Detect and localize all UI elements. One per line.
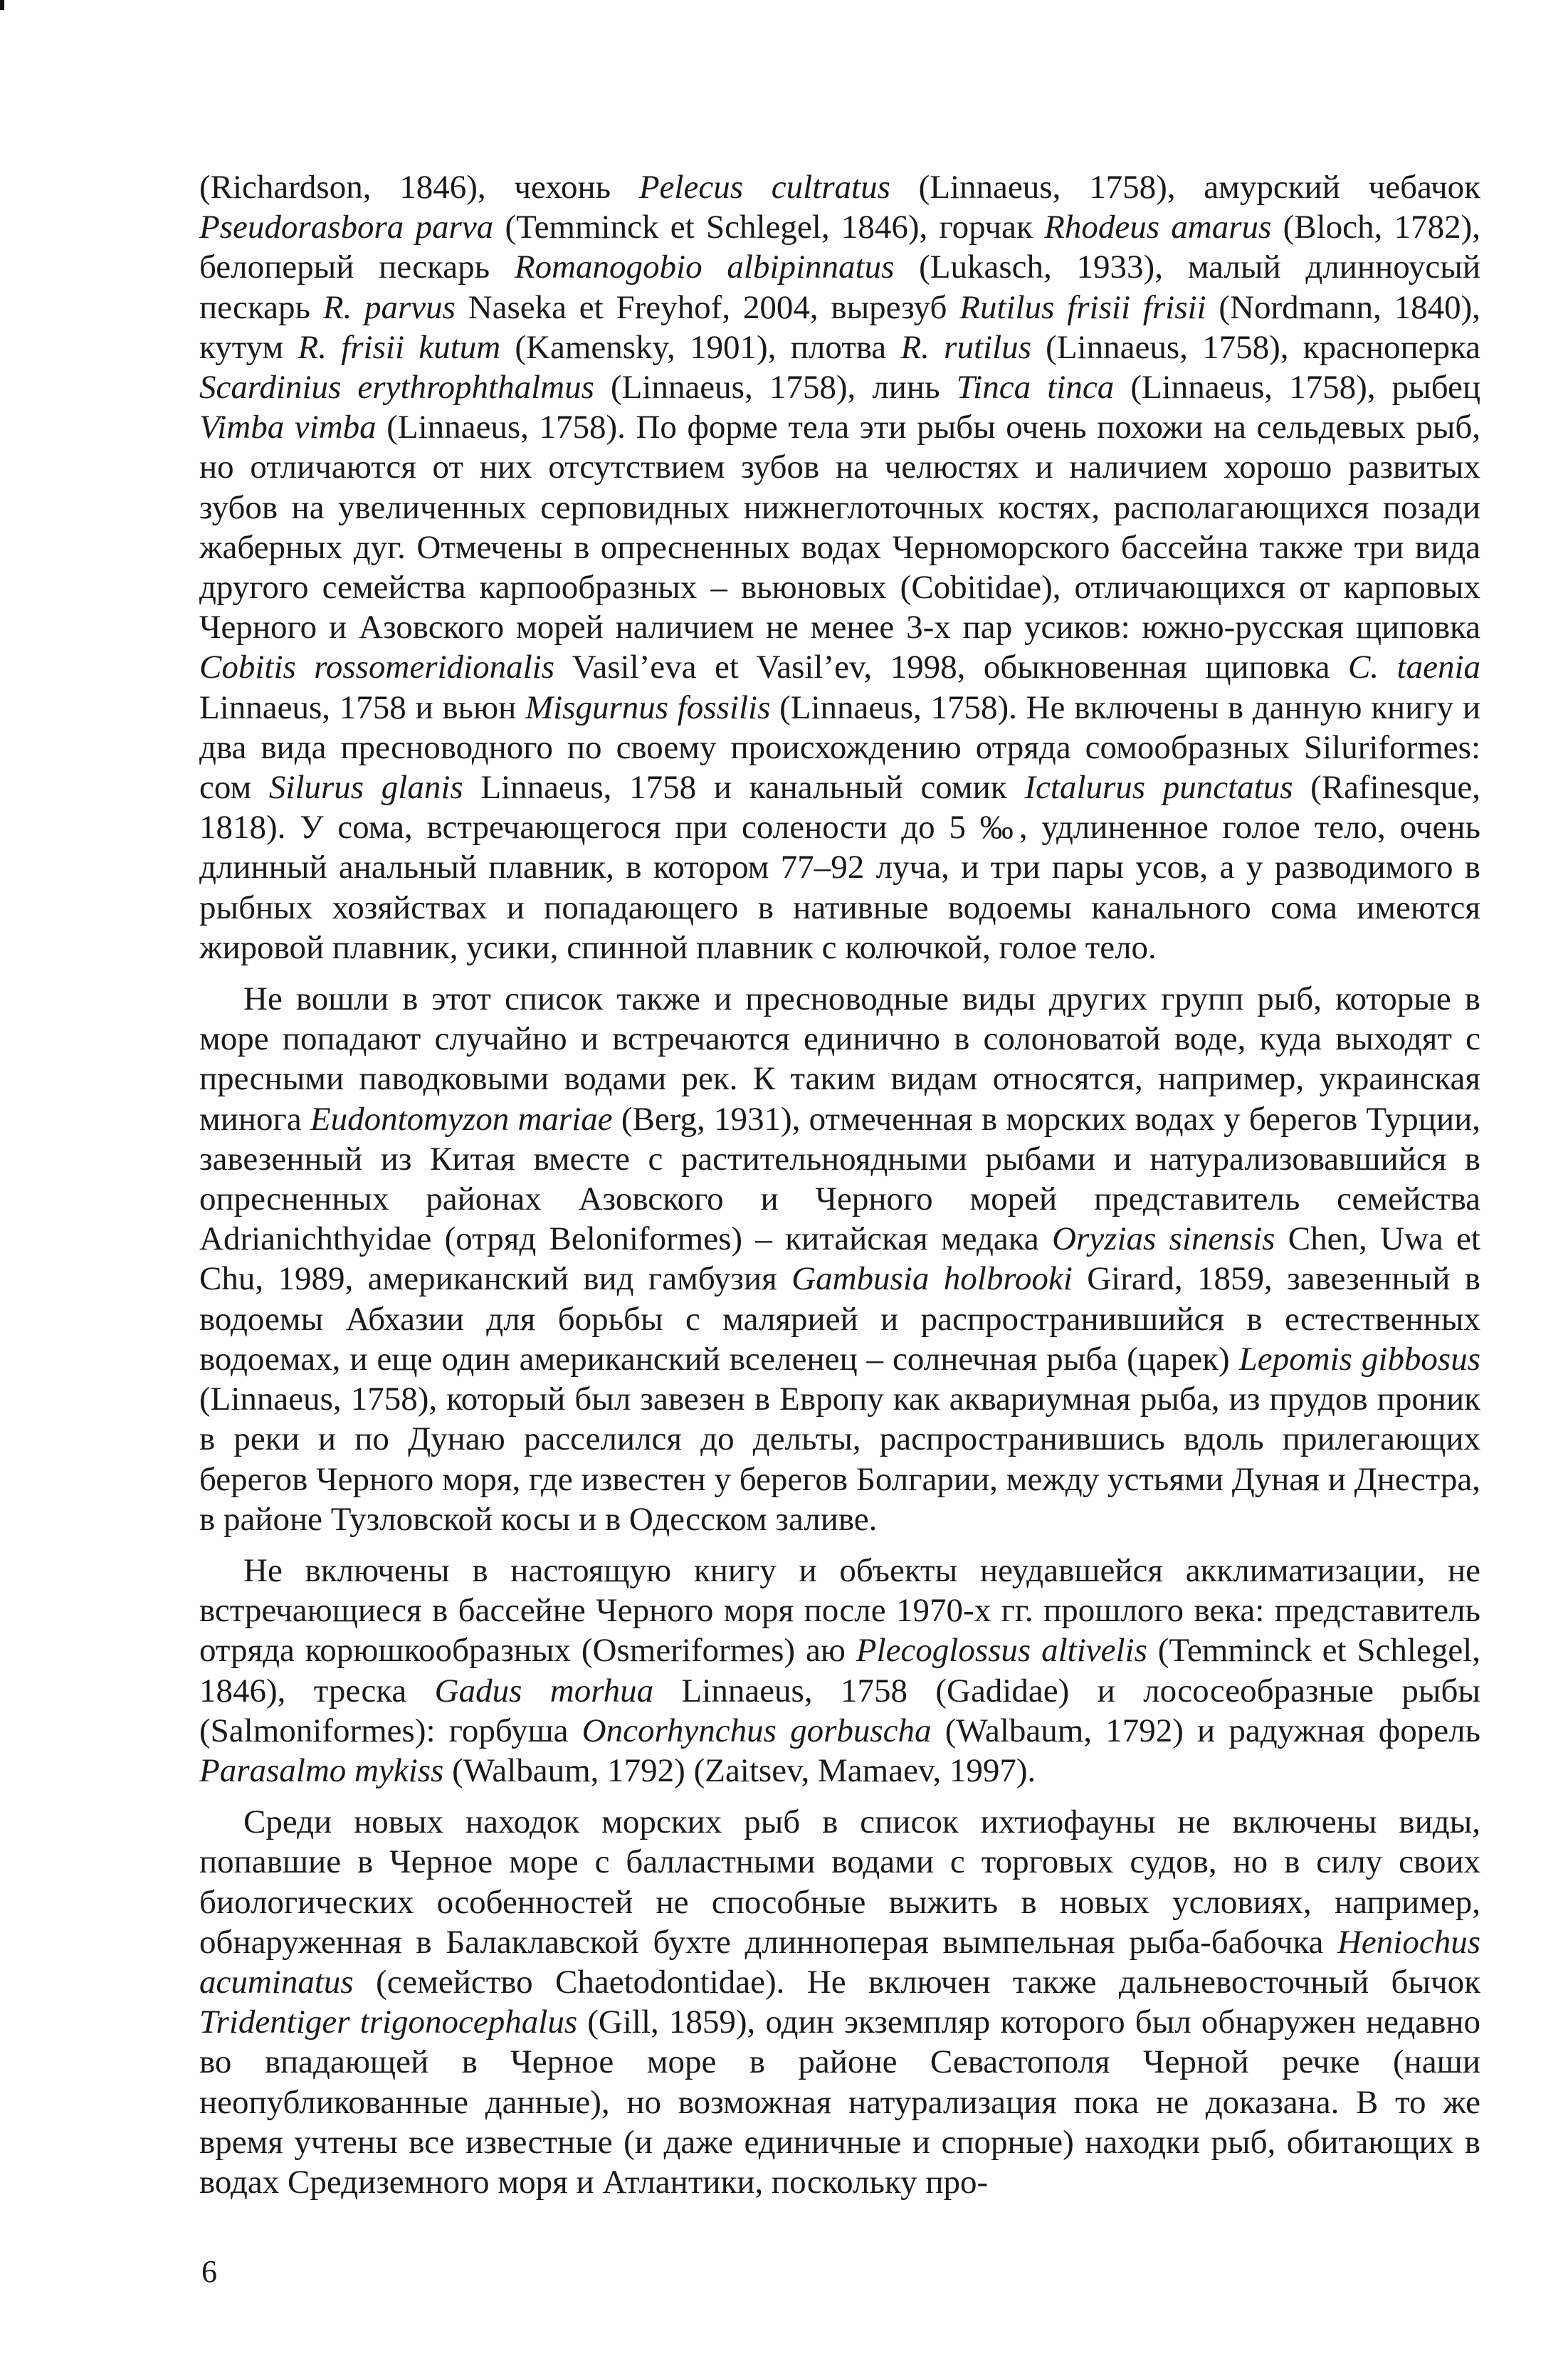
text-run: Не включены в настоящую книгу и объекты неудавшейся акклиматизации, не встречающиеся в бассейне Черного моря после 1970-х гг. прошлого века: представитель отряда корюшкообразных (Osmeriformes) аю [199, 1551, 1480, 1670]
species-name: Scardinius erythrophthalmus [199, 369, 594, 407]
page-body [199, 167, 1480, 2214]
text-run: Linnaeus, 1758 и вьюн [199, 688, 525, 726]
paragraph-1 [199, 167, 1480, 968]
species-name: Pseudorasbora parva [199, 209, 494, 246]
text-run: Linnaeus, 1758 (Gadidae) и лососеобразные рыбы (Salmoniformes): горбуша [199, 1672, 1480, 1749]
species-name: Parasalmo mykiss [199, 1751, 444, 1789]
text-run: (Temminck et Schlegel, 1846), горчак [493, 209, 1045, 246]
species-name: C. taenia [1347, 649, 1480, 686]
paragraph-4 [199, 1802, 1480, 2202]
species-name: Ictalurus punctatus [1024, 769, 1293, 807]
paragraph-2 [199, 979, 1480, 1539]
species-name: Tridentiger trigonocephalus [199, 2004, 578, 2041]
species-name: Lepomis gibbosus [1238, 1340, 1480, 1378]
species-name: Rhodeus amarus [1044, 209, 1272, 246]
text-run: (Rafinesque, 1818). У сома, встречающегося при солености до 5 ‰, удлиненное голое тело, очень длинный анальный плавник, в котором 77–92 луча, и три пары усов, а у разводимого в рыбных хозяйствах и попадающего в нативные водоемы канального сома имеются жировой плавник, усики, спинной плавник с колючкой, голое тело. [199, 769, 1480, 966]
species-name: Eudontomyzon mariae [310, 1100, 613, 1138]
species-name: R. rutilus [900, 328, 1031, 366]
species-name: Plecoglossus altivelis [856, 1632, 1147, 1670]
species-name: Romanogobio albipinnatus [514, 248, 895, 286]
text-run: (Gill, 1859), один экземпляр которого был обнаружен недавно во впадающей в Черное море в районе Севастополя Черной речке (наши неопубликованные данные), но возможная натурализация пока не доказана. В то же время учтены все известные (и даже единичные и спорные) находки рыб, обитающих в водах Средиземного моря и Атлантики, поскольку про- [199, 2004, 1480, 2201]
text-run: (Berg, 1931), отмеченная в морских водах у берегов Турции, завезенный из Китая вместе с растительноядными рыбами и натурализовавшийся в опресненных районах Азовского и Черного морей представитель семейства Adrianichthyidae (отряд Beloniformes) – китайская медака [199, 1100, 1480, 1258]
text-run: Chen, Uwa et Chu, 1989, американский вид гамбузия [199, 1220, 1480, 1298]
text-run: (Linnaeus, 1758). По форме тела эти рыбы очень похожи на сельдевых рыб, но отличаются от них отсутствием зубов на челюстях и наличием хорошо развитых зубов на увеличенных серповидных нижнеглоточных костях, располагающихся позади жаберных дуг. Отмечены в опресненных водах Черноморского бассейна также три вида другого семейства карпообразных – вьюновых (Cobitidae), отличающихся от карповых Черного и Азовского морей наличием не менее 3-х пар усиков: южно-русская щиповка [199, 409, 1480, 646]
species-name: R. parvus [322, 288, 456, 326]
text-run: (Bloch, 1782), белоперый пескарь [199, 209, 1480, 286]
species-name: Pelecus cultratus [638, 169, 890, 206]
text-run: (Linnaeus, 1758), красноперка [1031, 328, 1480, 366]
text-run: Girard, 1859, завезенный в водоемы Абхазии для борьбы с малярией и распространившийся в естественных водоемах, и еще один американский вселенец – солнечная рыба (царек) [199, 1260, 1480, 1378]
text-run: (Linnaeus, 1758), амурский чебачок [890, 169, 1480, 206]
text-run: Не вошли в этот список также и пресноводные виды других групп рыб, которые в море попадают случайно и встречаются единично в солоноватой воде, куда выходят с пресными паводковыми водами рек. К таким видам относятся, например, украинская минога [199, 980, 1480, 1138]
text-run: (Walbaum, 1792) (Zaitsev, Mamaev, 1997). [443, 1751, 1036, 1789]
paragraph-3 [199, 1551, 1480, 1791]
scan-edge-mark [0, 0, 4, 10]
text-run: (семейство Chaetodontidae). Не включен также дальневосточный бычок [353, 1963, 1480, 2001]
species-name: Oryzias sinensis [1052, 1220, 1275, 1258]
species-name: Cobitis rossomeridionalis [199, 649, 555, 686]
text-run: Naseka et Freyhof, 2004, вырезуб [455, 288, 960, 326]
text-run: (Temminck et Schlegel, 1846), треска [199, 1632, 1480, 1709]
text-run: Linnaeus, 1758 и канальный сомик [463, 769, 1025, 807]
text-run: (Richardson, 1846), чехонь [199, 169, 639, 206]
species-name: Rutilus frisii frisii [959, 288, 1206, 326]
text-run: (Linnaeus, 1758), линь [594, 369, 957, 407]
text-run: (Linnaeus, 1758), рыбец [1114, 369, 1481, 407]
species-name: Gambusia holbrooki [791, 1260, 1073, 1298]
page-number: 6 [201, 2254, 217, 2289]
text-run: (Nordmann, 1840), кутум [199, 288, 1480, 366]
species-name: R. frisii kutum [298, 328, 501, 366]
species-name: Oncorhynchus gorbuscha [582, 1712, 932, 1749]
text-run: (Walbaum, 1792) и радужная форель [931, 1712, 1480, 1749]
text-run: Vasil’eva et Vasil’ev, 1998, обыкновенная щиповка [554, 649, 1348, 686]
text-run: (Linnaeus, 1758), который был завезен в Европу как аквариумная рыба, из прудов проник в реки и по Дунаю расселился до дельты, распространившись вдоль прилегающих берегов Черного моря, где известен у берегов Болгарии, между устьями Дуная и Днестра, в районе Тузловской косы и в Одесском заливе. [199, 1381, 1480, 1538]
text-run: Среди новых находок морских рыб в список ихтиофауны не включены виды, попавшие в Черное море с балластными водами с торговых судов, но в силу своих биологических особенностей не способные выжить в новых условиях, например, обнаруженная в Балаклавской бухте длинноперая вымпельная рыба-бабочка [199, 1803, 1480, 1961]
species-name: Misgurnus fossilis [525, 688, 771, 726]
species-name: Gadus morhua [434, 1672, 654, 1709]
species-name: Vimba vimba [199, 409, 377, 446]
species-name: Silurus glanis [268, 769, 463, 807]
text-run: (Kamensky, 1901), плотва [500, 328, 901, 366]
text-run: (Linnaeus, 1758). Не включены в данную книгу и два вида пресноводного по своему происхождению отряда сомообразных Siluriformes: сом [199, 688, 1480, 807]
species-name: Heniochus acuminatus [199, 1923, 1480, 2001]
text-run: (Lukasch, 1933), малый длинноусый пескарь [199, 248, 1481, 326]
species-name: Tinca tinca [956, 369, 1115, 407]
